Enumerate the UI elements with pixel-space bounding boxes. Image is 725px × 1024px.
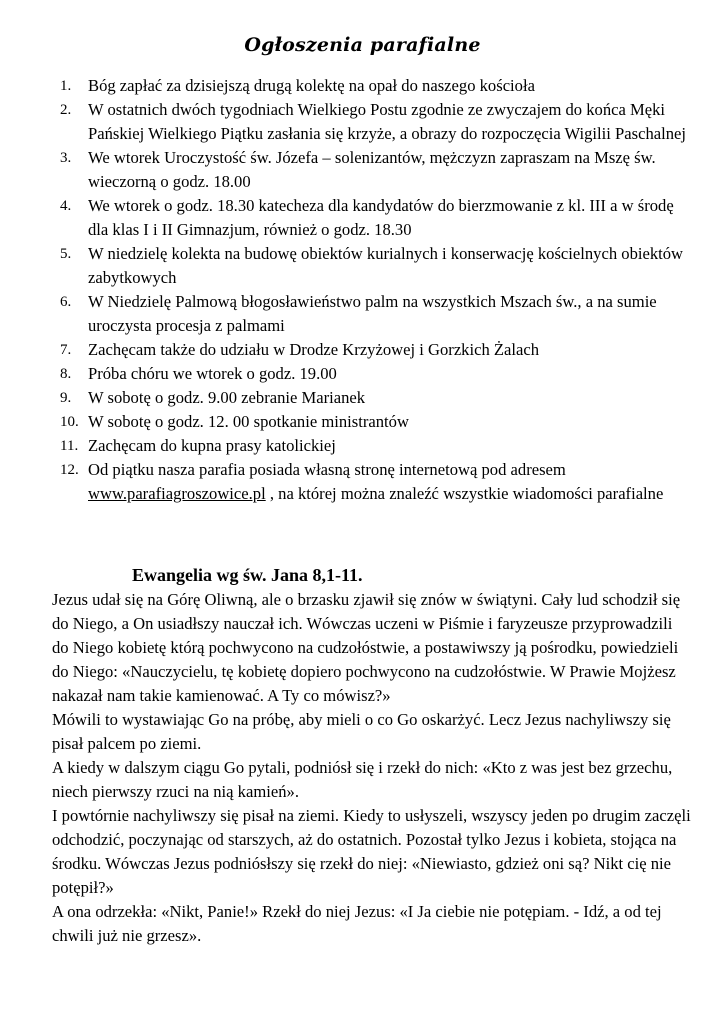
parish-website-link[interactable]: www.parafiagroszowice.pl: [88, 484, 266, 503]
gospel-heading: Ewangelia wg św. Jana 8,1-11.: [132, 565, 363, 585]
item-number: 1.: [60, 78, 72, 94]
item-number: 9.: [60, 390, 72, 406]
gospel-paragraph: A ona odrzekła: «Nikt, Panie!» Rzekł do niej Jezus: «I Ja ciebie nie potępiam. - Idź, a od tej chwili już nie grzesz».: [52, 902, 662, 945]
item-number: 5.: [60, 246, 72, 262]
list-item: [60, 242, 690, 290]
list-item: [60, 338, 690, 362]
list-item: [60, 434, 690, 458]
item-number: 4.: [60, 198, 72, 214]
list-item: [60, 98, 690, 146]
item-text: Bóg zapłać za dzisiejszą drugą kolektę na opał do naszego kościoła: [88, 76, 535, 95]
gospel-paragraph: I powtórnie nachyliwszy się pisał na ziemi. Kiedy to usłyszeli, wszyscy jeden po drugim zaczęli odchodzić, poczynając od starszych, aż do ostatnich. Pozostał tylko Jezus i kobieta, stojąca na środku. Wówczas Jezus podniósłszy się rzekł do niej: «Niewiasto, gdzież oni są? Nikt cię nie potępił?»: [52, 806, 691, 897]
announcements-list: [60, 74, 690, 506]
item-number: 12.: [60, 462, 79, 478]
list-item: [60, 290, 690, 338]
list-item: [60, 194, 690, 242]
item-number: 10.: [60, 414, 79, 430]
list-item: [60, 386, 690, 410]
item-number: 2.: [60, 102, 72, 118]
gospel-paragraph: Jezus udał się na Górę Oliwną, ale o brzasku zjawił się znów w świątyni. Cały lud schodził się do Niego, a On usiadłszy nauczał ich. Wówczas uczeni w Piśmie i faryzeusze przyprowadzili do Niego kobietę którą pochwycono na cudzołóstwie, a postawiwszy ją pośrodku, powiedzieli do Niego: «Nauczycielu, tę kobietę dopiero pochwycono na cudzołóstwie. W Prawie Mojżesz nakazał nam takie kamienować. A Ty co mówisz?»: [52, 590, 681, 705]
item-text: Zachęcam także do udziału w Drodze Krzyżowej i Gorzkich Żalach: [88, 340, 540, 359]
item-text: W sobotę o godz. 12. 00 spotkanie ministrantów: [88, 412, 409, 431]
item-number: 3.: [60, 150, 72, 166]
item-text: W sobotę o godz. 9.00 zebranie Marianek: [88, 388, 366, 407]
page-title: Ogłoszenia parafialne: [244, 34, 481, 56]
item-text: We wtorek o godz. 18.30 katecheza dla kandydatów do bierzmowanie z kl. III a w środę dla klas I i II Gimnazjum, również o godz. 18.30: [88, 196, 674, 239]
item-number: 6.: [60, 294, 72, 310]
list-item: [60, 146, 690, 194]
item-text-after-link: , na której można znaleźć wszystkie wiadomości parafialne: [265, 484, 664, 503]
item-number: 8.: [60, 366, 72, 382]
item-text-before-link: Od piątku nasza parafia posiada własną stronę internetową pod adresem: [88, 460, 566, 479]
item-text: We wtorek Uroczystość św. Józefa – solenizantów, mężczyzn zapraszam na Mszę św. wieczorną o godz. 18.00: [88, 148, 656, 191]
list-item: [60, 410, 690, 434]
item-text: W ostatnich dwóch tygodniach Wielkiego Postu zgodnie ze zwyczajem do końca Męki Pańskiej Wielkiego Piątku zasłania się krzyże, a obrazy do rozpoczęcia Wigilii Paschalnej: [88, 100, 686, 143]
item-number: 11.: [60, 438, 79, 454]
list-item: [60, 362, 690, 386]
gospel-paragraph: A kiedy w dalszym ciągu Go pytali, podniósł się i rzekł do nich: «Kto z was jest bez grzechu, niech pierwszy rzuci na nią kamień».: [52, 758, 673, 801]
item-text: W niedzielę kolekta na budowę obiektów kurialnych i konserwację kościelnych obiektów zabytkowych: [88, 244, 684, 287]
item-text: Próba chóru we wtorek o godz. 19.00: [88, 364, 337, 383]
list-item: [60, 458, 690, 506]
item-text: Zachęcam do kupna prasy katolickiej: [88, 436, 336, 455]
gospel-text: [52, 588, 692, 948]
list-item: [60, 74, 690, 98]
item-number: 7.: [60, 342, 72, 358]
gospel-paragraph: Mówili to wystawiając Go na próbę, aby mieli o co Go oskarżyć. Lecz Jezus nachyliwszy się pisał palcem po ziemi.: [52, 710, 671, 753]
item-text: W Niedzielę Palmową błogosławieństwo palm na wszystkich Mszach św., a na sumie uroczysta procesja z palmami: [88, 292, 657, 335]
